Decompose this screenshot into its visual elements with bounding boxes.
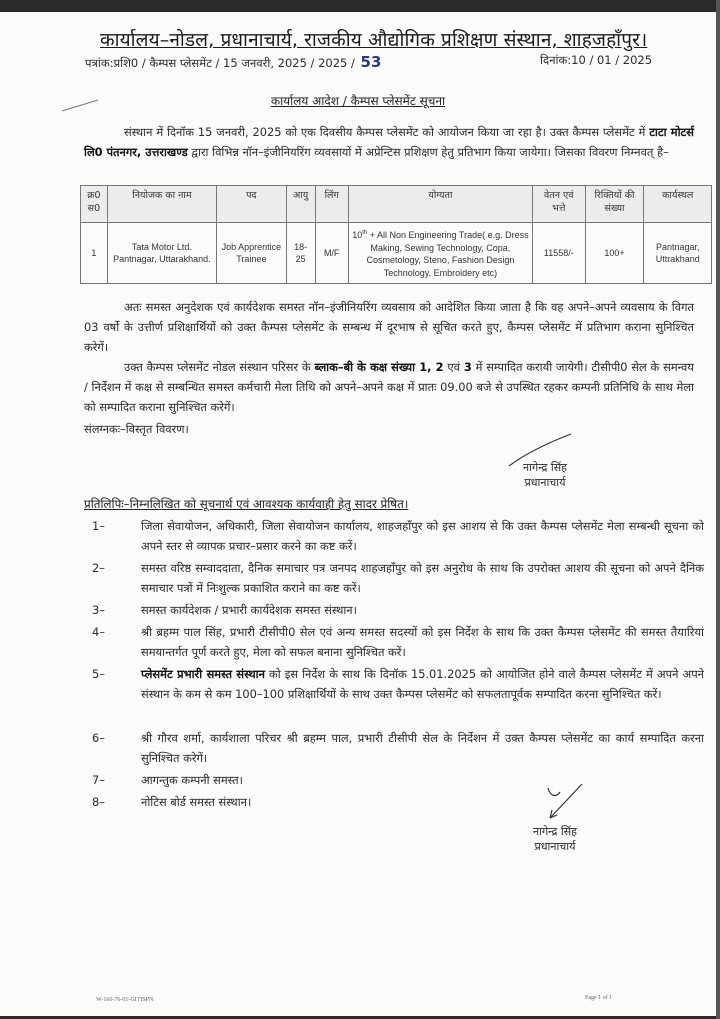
cell-salary: 11558/- [533,223,585,284]
signatory-2-name: नागेन्द्र सिंह [532,825,577,838]
col-header-age: आयु [286,186,315,223]
copy-item-7-number: 7– [92,773,105,787]
qualification-base: 10 [352,230,363,240]
copy-item-8 [84,792,704,812]
cell-post: Job Apprentice Trainee [217,223,287,284]
signatory-1-name: नागेन्द्र सिंह [522,461,567,474]
venue-block-room: ब्लाक–बी के कक्ष संख्या 1, 2 [314,360,444,374]
copy-to-heading: प्रतिलिपिः–निम्नलिखित को सूचनार्थ एवं आवश्यक कार्यवाही हेतु सादर प्रेषित। [84,497,409,511]
copy-item-1-number: 1– [92,519,105,533]
col-header-post: पद [217,186,287,223]
signature-initial-icon [540,782,590,822]
copy-item-3-number: 3– [92,603,105,617]
instruction-paragraph [84,297,694,357]
copy-item-8-text: नोटिस बोर्ड समस्त संस्थान। [141,795,252,809]
venue-text-1: उक्त कैम्पस प्लेसमेंट नोडल संस्थान परिसर के [124,360,311,374]
col-header-gender: लिंग [315,186,348,223]
qualification-rest: + All Non Engineering Trade( e.g. Dress Making, Sewing Technology, Copa, Cosmetology, Steno, Fashion Design Technology, Embroidery etc) [366,230,529,278]
signatory-2-designation: प्रधानाचार्य [534,840,576,853]
copy-item-5 [84,664,704,704]
intro-company: टाटा मोटर्स लि0 पंतनगर, उत्तराखण्ड [84,125,694,159]
reference-prefix: पत्रांक:प्रशि0 / कैम्पस प्लेसमेंट / 15 जनवरी, 2025 / 2025 / [85,56,355,70]
venue-paragraph [84,357,694,417]
col-header-qualification: योग्यता [348,186,532,223]
table-row [81,223,712,284]
copy-item-2-text: समस्त वरिष्ठ सम्वाददाता, दैनिक समाचार पत्र जनपद शाहजहाँपुर को इस अनुरोध के साथ कि उपरोक्त आशय की सूचना को अपने दैनिक समाचार पत्रों में निःशुल्क प्रकाशित कराने का कष्ट करें। [141,561,704,595]
copy-item-3-text: समस्त कार्यदेशक / प्रभारी कार्यदेशक समस्त संस्थान। [141,603,357,617]
col-header-employer: नियोजक का नाम [107,186,216,223]
footer-page-number: Page 1 of 1 [585,995,613,1001]
copy-item-5-number: 5– [92,667,105,681]
cell-qualification [348,223,532,284]
cell-vacancies: 100+ [585,223,644,284]
enclosure-line: संलग्नकः–विस्तृत विवरण। [84,422,189,436]
cell-sno: 1 [81,223,108,284]
copy-item-6-number: 6– [92,731,105,745]
intro-text-2: द्वारा विभिन्न नॉन–इंजीनियरिंग व्यवसायों में अप्रेन्टिस प्रशिक्षण हेतु प्रतिभाग किया जायेगा। जिसका विवरण निम्नवत् है– [191,145,669,159]
signatory-1 [495,460,595,490]
office-title: कार्यालय–नोडल, प्रधानाचार्य, राजकीय औद्योगिक प्रशिक्षण संस्थान, शाहजहाँपुर। [100,29,648,51]
cell-gender: M/F [315,223,348,284]
venue-room-3: 3 [463,360,472,374]
copy-item-1-text: जिला सेवायोजन, अधिकारी, जिला सेवायोजन कार्यालय, शाहजहाँपुर को इस आशय से कि उक्त कैम्पस प्लेसमेंट मेला सम्बन्धी सूचना को अपने स्तर से व्यापक प्रचार–प्रसार करने का कष्ट करें। [141,519,704,553]
copy-item-5-text: को इस निर्देश के साथ कि दिनॉक 15.01.2025 को आयोजित होने वाले कैम्पस प्लेसमेंट में अपने अपने संस्थान के कम से कम 100–100 प्रशिक्षार्थियों के साथ उक्त कैम्पस प्लेसमेंट को सफलतापूर्वक सम्पादित करना सुनिश्चित करें। [141,667,704,701]
subject-heading: कार्यालय आदेश / कैम्पस प्लेसमेंट सूचना [270,94,446,108]
copy-item-1 [84,516,704,556]
copy-item-8-number: 8– [92,795,105,809]
copy-item-7 [84,770,704,790]
col-header-vacancies: रिक्तियों की संख्या [585,186,644,223]
copy-item-2-number: 2– [92,561,105,575]
copy-item-4-number: 4– [92,625,105,639]
cell-location: Pantnagar, Uttrakhand [644,223,712,284]
copy-item-3 [84,600,704,620]
col-header-location: कार्यस्थल [644,186,712,223]
footer-code: W-160-76-01-GITISPN [96,997,154,1003]
cell-age: 18-25 [286,223,315,284]
copy-item-5-body [141,664,704,704]
venue-text-2: एवं [447,360,461,374]
reference-number-handwritten: 53 [360,53,382,71]
signatory-2 [505,824,605,854]
document-page [0,12,716,1016]
copy-item-6-text: श्री गौरव शर्मा, कार्यशाला परिचर श्री ब्रहम्म पाल, प्रभारी टीसीपी सेल के निर्देशन में उक्त कैम्पस प्लेसमेंट का कार्य सम्पादित करना सुनिश्चित करेगें। [141,731,704,765]
instruction-text: अतः समस्त अनुदेशक एवं कार्यदेशक समस्त नॉन–इंजीनियरिंग व्यवसाय को आदेशित किया जाता है कि वह अपने–अपने व्यवसाय के विगत 03 वर्षो के उत्तीर्ण प्रशिक्षार्थियों को उक्त कैम्पस प्लेसमेंट के सम्बन्ध में दूरभाष से सूचित करते हुए, कैम्पस प्लेसमेंट में प्रतिभाग कराना सुनिश्चित करेगें। [84,300,694,354]
reference-line [85,53,381,71]
intro-paragraph [84,122,694,162]
copy-item-4-text: श्री ब्रहम्म पाल सिंह, प्रभारी टीसीपी0 सेल एवं अन्य समस्त सदस्यों को इस निर्देश के साथ कि उक्त कैम्पस प्लेसमेंट की समस्त तैयारियां समयान्तर्गत पूर्ण करते हुए, मेला को सफल बनाना सुनिश्चित करें। [141,625,704,659]
placement-table [80,185,712,284]
signatory-1-designation: प्रधानाचार्य [524,476,566,489]
col-header-sno: क्र0 स0 [81,186,108,223]
qualification-sup: th [362,230,368,236]
copy-item-5-bold: प्लेसमेंट प्रभारी समस्त संस्थान [141,667,265,681]
venue-text-3: में सम्पादित करायी जायेगी। टीसीपी0 सेल के समन्वय / निर्देशन में कक्ष से सम्बन्धित समस्त कर्मचारी मेला तिथि को अपने–अपने कक्ष में प्रातः 09.00 बजे से उपस्थित रहकर कम्पनी प्रतिनिधि के साथ मेला को सम्पादित कराना सुनिश्चित करेगें। [84,360,694,414]
copy-item-6 [84,728,704,768]
table-header-row [81,186,712,223]
intro-text-1: संस्थान में दिनॉक 15 जनवरी, 2025 को एक दिवसीय कैम्पस प्लेसमेंट को आयोजन किया जा रहा है। उक्त कैम्पस प्लेसमेंट में [124,125,646,139]
scan-edge-shadow [716,0,720,1019]
copy-item-7-text: आगन्तुक कम्पनी समस्त। [141,773,243,787]
document-date: दिनांक:10 / 01 / 2025 [540,53,653,67]
copy-item-4 [84,622,704,662]
cell-employer: Tata Motor Ltd. Pantnagar, Uttarakhand. [107,223,216,284]
col-header-salary: वेतन एवं भत्ते [533,186,585,223]
copy-item-2 [84,558,704,598]
